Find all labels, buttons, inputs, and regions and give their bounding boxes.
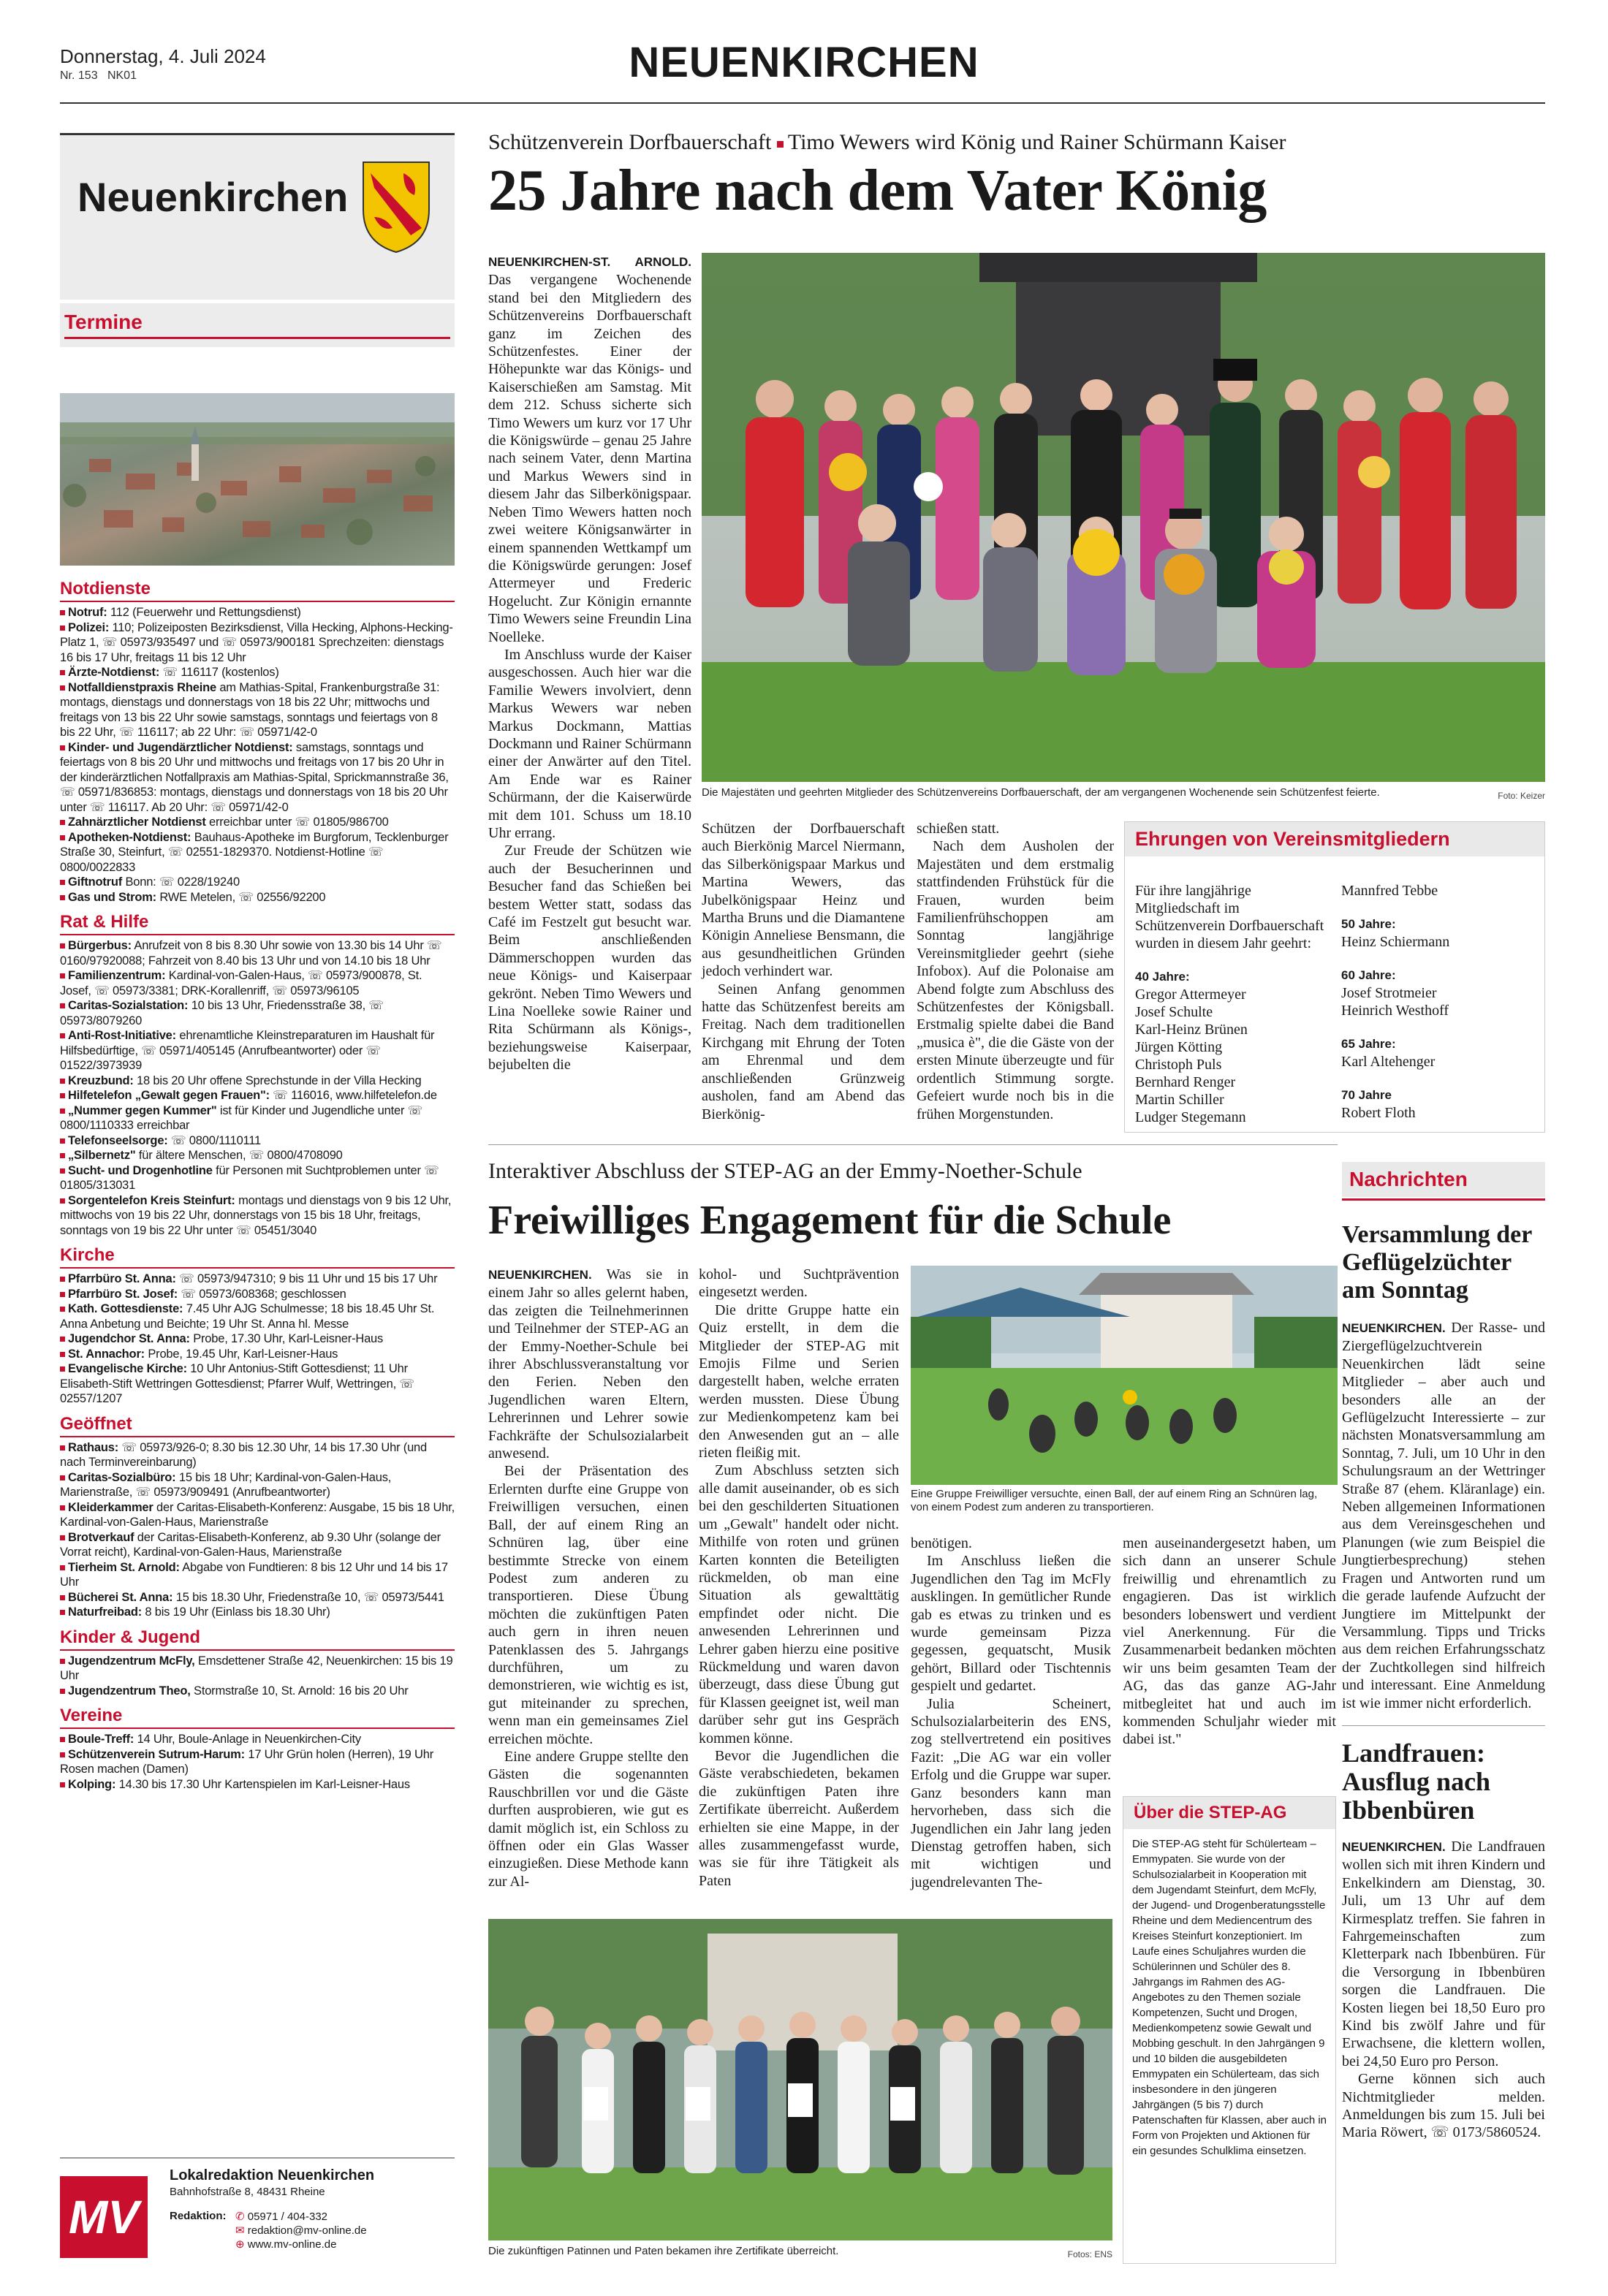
sidebar-section-title: Kinder & Jugend	[60, 1627, 455, 1651]
honoree-name: Karl-Heinz Brünen	[1135, 1022, 1248, 1038]
bullet-square-icon	[60, 1475, 65, 1480]
listing-item	[60, 1103, 455, 1133]
listing-item	[60, 1271, 455, 1287]
article2-kicker: Interaktiver Abschluss der STEP-AG an der Emmy-Noether-Schule	[488, 1159, 1082, 1183]
honor-years: 70 Jahre	[1341, 1088, 1392, 1102]
listing-label: Telefonseelsorge:	[68, 1133, 168, 1147]
honoree-name: Josef Strotmeier	[1341, 985, 1437, 1001]
listing-label: Caritas-Sozialstation:	[68, 999, 189, 1012]
bullet-square-icon	[60, 685, 65, 691]
listing-label: Rathaus:	[68, 1440, 118, 1454]
article-schuetzenfest	[488, 130, 1545, 224]
bullet-square-icon	[60, 1535, 65, 1540]
listing-item	[60, 1605, 455, 1620]
listing-text: ☏ 05973/926-0; 8.30 bis 12.30 Uhr, 14 bis 17.30 Uhr (und nach Terminvereinbarung)	[60, 1440, 428, 1469]
sidebar	[60, 133, 455, 2265]
bullet-square-icon	[60, 1292, 65, 1297]
town-name: Neuenkirchen	[77, 174, 349, 220]
news2-text: Die Landfrauen wollen sich mit ihren Kindern und Enkelkindern am Dienstag, 30. Juli, um 13 Uhr auf dem Kirmesplatz treffen. Sie fahren in Fahrgemeinschaften zum Kletterpark nach Ibbenbüren. Für die Versorgung in Ibbenbüren sorgen die Landfrauen. Die Kosten liegen bei 18,50 Euro pro Kind bis zwölf Jahre und für Erwachsene, die klettern wollen, bei 24,50 Euro pro Person.	[1342, 1838, 1546, 2069]
mv-logo: MV	[60, 2176, 148, 2258]
article1-kicker: Schützenverein Dorfbauerschaft Timo Wewers wird König und Rainer Schürmann Kaiser	[488, 130, 1286, 154]
listing-label: Giftnotruf	[68, 875, 123, 889]
infobox-ehrungen	[1124, 821, 1545, 1133]
section-title: NEUENKIRCHEN	[629, 39, 979, 86]
article-step-ag	[488, 1159, 1336, 1244]
honoree-name: Martin Schiller	[1135, 1092, 1224, 1108]
listing-label: Sorgentelefon Kreis Steinfurt:	[68, 1193, 235, 1207]
redaktion-phone: 05971 / 404-332	[247, 2211, 328, 2223]
bullet-square-icon	[60, 1033, 65, 1038]
bullet-square-icon	[60, 1153, 65, 1158]
listing-item	[60, 890, 455, 905]
listing-text: Probe, 17.30 Uhr, Karl-Leisner-Haus	[189, 1332, 384, 1345]
listing-item	[60, 1287, 455, 1302]
article1-column-2: Schützen der Dorfbauerschaft auch Bierkönig Marcel Niermann, das Silberkönigspaar Markus und Martina Wewers, das Jubelkönigspaar Heinz und Martha Bruns und die Diamantene Königin Anneliese Bensmann, die aus gesundheitlichen Gründen jedoch verhindert war. Seinen Anfang genommen hatte das Schützenfest bereits am Freitag. Nach dem traditionellen Kirchgang mit Ehrung der Toten am Ehrenmal und dem anschließenden Grünzweig ausholen, fand am Abend das Bierkönig-	[702, 821, 905, 1122]
listing-item	[60, 1073, 455, 1089]
bullet-square-icon	[60, 1198, 65, 1204]
news2-dateline: NEUENKIRCHEN.	[1342, 1839, 1446, 1854]
listing-label: Kath. Gottesdienste:	[68, 1302, 183, 1315]
bullet-square-icon	[60, 1366, 65, 1372]
honoree-name: Bernhard Renger	[1135, 1074, 1236, 1090]
bullet-square-icon	[60, 895, 65, 900]
bullet-square-icon	[60, 943, 65, 949]
listing-item	[60, 1560, 455, 1590]
article2-column-2: kohol- und Suchtprävention eingesetzt werden. Die dritte Gruppe hatte ein Quiz erstellt, in dem die Mitglieder der STEP-AG mit Emojis Filme und Serien dargestellt haben, welche erraten werden mussten. Diese Übung zur Medienkompetenz kam bei den Anwesenden gut an – alle rieten fleißig mit. Zum Abschluss setzten sich alle damit auseinander, ob es sich bei den geschilderten Situationen um „Gewalt" handelt oder nicht. Mithilfe von roten und grünen Karten konnten die Beteiligten rückmelden, ob man eine Situation als gewalttätig empfindet oder nicht. Die anwesenden Lehrerinnen und Lehrer gaben hierzu eine positive Rückmeldung und waren davon überzeugt, dass diese Übung gut für Klassen geeignet ist, weil man darüber sehr gut ins Gespräch kommen könne. Bevor die Jugendlichen die Gäste verabschiedeten, bekamen die zukünftigen Paten ihre Zertifikate überreicht. Außerdem erhielten sie eine Mappe, in der alles zusammengefasst wurde, was sie für ihre Tätigkeit als Paten	[699, 1266, 899, 1889]
listing-label: Brotverkauf	[68, 1530, 134, 1544]
listing-text: samstags, sonntags und feiertags von 8 bis 20 Uhr und mittwochs und freitags von 17 bis 20 Uhr in der kinderärztlichen Notfallpraxis am Mathias-Spital, Sprickmannstraße 36, ☏ 05971/836853: montags, dienstags und donnerstags von 18 bis 20 Uhr unter ☏ 116117. Ab 20 Uhr: ☏ 05971/42-0	[60, 740, 449, 814]
bullet-square-icon	[60, 1782, 65, 1787]
phone-icon: ✆	[235, 2211, 248, 2223]
listing-item	[60, 1133, 455, 1149]
termine-heading: Termine	[64, 311, 450, 339]
honoree-name: Christoph Puls	[1135, 1057, 1222, 1073]
listing-label: Boule-Treff:	[68, 1733, 134, 1746]
nachrichten-heading: Nachrichten	[1349, 1168, 1468, 1190]
honoree-name: Mannfred Tebbe	[1341, 883, 1438, 899]
article1-headline: 25 Jahre nach dem Vater König	[488, 159, 1267, 223]
listing-item	[60, 875, 455, 890]
bullet-square-icon	[60, 835, 65, 840]
listing-item	[60, 968, 455, 998]
sidebar-listings	[60, 571, 455, 1792]
certificates-photo	[488, 1919, 1112, 2240]
listing-text: ☏ 116016, www.hilfetelefon.de	[269, 1089, 437, 1102]
listing-item	[60, 740, 455, 816]
listing-label: Evangelische Kirche:	[68, 1362, 187, 1375]
listing-label: Kreuzbund:	[68, 1073, 134, 1087]
ball-exercise-photo	[911, 1266, 1338, 1485]
bullet-square-icon	[60, 1737, 65, 1742]
step-infobox-text: Die STEP-AG steht für Schülerteam – Emmypaten. Sie wurde von der Schulsozialarbeit in Kooperation mit dem Jugendamt Steinfurt, dem McFly, der Jugend- und Drogenberatungsstelle Rheine und dem Mediencentrum des Kreises Steinfurt konzeptioniert. Im Laufe eines Schuljahres wurden die Schülerinnen und Schüler des 8. Jahrgangs im Rahmen des AG-Angebotes zu den Themen soziale Kompetenzen, Sucht und Drogen, Medienkompetenz sowie Gewalt und Mobbing geschult. In den Jahrgängen 9 und 10 bilden die ausgebildeten Emmypaten ein Schülerteam, das sich insbesondere in den jüngeren Jahrgängen (5 bis 7) durch Patenschaften für Klassen, aber auch in Form von Projekten und Aktionen für ein gesundes Schulklima einsetzen.	[1132, 1838, 1327, 2157]
listing-item	[60, 1301, 455, 1331]
listing-label: Kleiderkammer	[68, 1500, 153, 1514]
article2-column-1: NEUENKIRCHEN. Was sie in einem Jahr so alles gelernt haben, das zeigten die Teilnehmerinnen und Teilnehmer der STEP-AG an der Emmy-Noether-Schule bei ihrer Abschlussveranstaltung vor den Ferien. Neben den Jugendlichen waren Eltern, Lehrerinnen und Lehrer sowie Fachkräfte der Schulsozialarbeit anwesend. Bei der Präsentation des Erlernten durfte eine Gruppe von Freiwilligen versuchen, einen Ball, der auf einem Ring an Schnüren lag, über eine bestimmte Strecke von einem Podest zum anderen zu transportieren. Diese Übung möchten die zukünftigen Paten auch gern in ihren neuen Patenklassen des 5. Jahrgangs durchführen, um zu demonstrieren, wie wichtig es ist, gut miteinander zu sprechen, wenn man ein gemeinsames Ziel erreichen möchte. Eine andere Gruppe stellte den Gästen die sogenannten Rauschbrillen vor und die Gäste durften ausprobieren, wie gut es damit möglich ist, ein Schloss zu öffnen oder ein Glas Wasser einzugießen. Diese Methode kann zur Al-	[488, 1266, 689, 1890]
coat-of-arms-icon	[360, 159, 433, 254]
bullet-square-icon	[60, 880, 65, 885]
listing-text: ist für Kinder und Jugendliche unter ☏ 0800/1110333 erreichbar	[60, 1103, 423, 1132]
listing-item	[60, 830, 455, 875]
listing-text: 7.45 Uhr AJG Schulmesse; 18 bis 18.45 Uhr St. Anna Anbetung und Beichte; 19 Uhr St. Anna hl. Messe	[60, 1302, 435, 1331]
listing-label: Zahnärztlicher Notdienst	[68, 816, 206, 829]
listing-label: Sucht- und Drogenhotline	[68, 1163, 213, 1177]
redaktion-label: Redaktion:	[170, 2210, 227, 2222]
listing-label: „Nummer gegen Kummer"	[68, 1103, 217, 1117]
listing-text: ☏ 0800/1110111	[167, 1133, 262, 1147]
listing-text: 8 bis 19 Uhr (Einlass bis 18.30 Uhr)	[142, 1605, 330, 1619]
bullet-square-icon	[60, 1752, 65, 1757]
article2-column-3: benötigen. Im Anschluss ließen die Jugendlichen den Tag im McFly ausklingen. In gemütlicher Runde gab es etwas zu trinken und es wurde gemeinsam Pizza gegessen, gequatscht, Musik gehört, Billard oder Tischtennis gespielt und gedartet. Julia Scheinert, Schulsozialarbeiterin des ENS, zog stellvertretend ein positives Fazit: „Die AG war ein voller Erfolg und die Gruppe war super. Ganz besonders kann man hervorheben, dass sich die Jugendlichen ein Jahr lang jeden Dienstag getroffen haben, sich mit wichtigen und jugendrelevanten The-	[911, 1535, 1111, 1890]
listing-label: Bücherei St. Anna:	[68, 1590, 173, 1604]
listing-item	[60, 1747, 455, 1777]
honor-years: 40 Jahre:	[1135, 970, 1190, 984]
honoree-name: Ludger Stegemann	[1135, 1109, 1246, 1125]
aerial-photo	[60, 393, 455, 566]
listing-text: der Caritas-Elisabeth-Konferenz: Ausgabe, 15 bis 18 Uhr, Kardinal-von-Galen-Haus, Marienstraße	[60, 1500, 455, 1529]
honoree-name: Heinz Schiermann	[1341, 934, 1450, 950]
listing-item	[60, 815, 455, 830]
listing-item	[60, 1361, 455, 1407]
redaktion-address: Bahnhofstraße 8, 48431 Rheine	[170, 2186, 325, 2198]
photo1-caption: Die Majestäten und geehrten Mitglieder des Schützenvereins Dorfbauerschaft, der am vergangenen Wochenende sein Schützenfest feierte.	[702, 786, 1380, 799]
listing-text: Bonn: ☏ 0228/19240	[122, 875, 240, 889]
aerial-town-image	[60, 393, 455, 566]
town-header	[60, 133, 455, 333]
listing-label: Notfalldienstpraxis Rheine	[68, 680, 216, 694]
listing-text: Emsdettener Straße 42, Neuenkirchen: 15 bis 19 Uhr	[60, 1654, 453, 1682]
listing-label: Familienzentrum:	[68, 969, 166, 982]
listing-label: Bürgerbus:	[68, 939, 132, 952]
honoree-name: Jürgen Kötting	[1135, 1039, 1223, 1055]
listing-item	[60, 1347, 455, 1362]
listing-item	[60, 1028, 455, 1073]
listing-text: Abgabe von Fundtieren: 8 bis 12 Uhr und 14 bis 17 Uhr	[60, 1560, 448, 1589]
news1-dateline: NEUENKIRCHEN.	[1342, 1321, 1446, 1335]
listing-item	[60, 620, 455, 666]
listing-text: 10 Uhr Antonius-Stift Gottesdienst; 11 Uhr Elisabeth-Stift Wettringen Gottesdienst; Pfarrer Wulf, Wettringen, ☏ 02557/1207	[60, 1362, 414, 1405]
bullet-square-icon	[60, 1139, 65, 1144]
listing-label: Apotheken-Notdienst:	[68, 830, 191, 844]
listing-text: Bauhaus-Apotheke im Burgforum, Tecklenburger Straße 30, Steinfurt, ☏ 02551-1829370. Notdienst-Hotline ☏ 0800/0022833	[60, 830, 449, 874]
listing-item	[60, 1193, 455, 1239]
listing-item	[60, 605, 455, 620]
listing-item	[60, 1088, 455, 1103]
news1-text: Der Rasse- und Ziergeflügelzuchtverein Neuenkirchen lädt seine Mitglieder – aber auch und besonders alle an der Geflügelzucht Interessierte – zur nächsten Monatsversammlung am Sonntag, 7. Juli, um 10 Uhr in den Schulungsraum an der Wettringer Straße 87 (ehem. Kläranlage) ein. Neben allgemeinen Informationen aus dem Vereinsgeschehen und Planungen (wie zum Beispiel die Jungtierbesprechung) stehen Fragen und Antworten rund um die gerade laufende Aufzucht der Jungtiere im Mittelpunkt der Versammlung. Tipps und Tricks aus dem reichen Erfahrungsschatz der Zuchtkollegen sind hilfreich und interessant. Eine Anmeldung ist wie immer nicht erforderlich.	[1342, 1320, 1545, 1711]
bullet-square-icon	[60, 973, 65, 978]
listing-label: Caritas-Sozialbüro:	[68, 1470, 176, 1484]
redaktion-email[interactable]: redaktion@mv-online.de	[247, 2224, 367, 2237]
bullet-square-icon	[60, 1277, 65, 1282]
honoree-name: Robert Floth	[1341, 1105, 1416, 1121]
listing-text: Anrufzeit von 8 bis 8.30 Uhr sowie von 13.30 bis 14 Uhr ☏ 0160/97920088; Fahrzeit von 8.40 bis 13 Uhr und von 14.10 bis 18 Uhr	[60, 939, 442, 968]
photo3-caption: Die zukünftigen Patinnen und Paten bekamen ihre Zertifikate überreicht.	[488, 2245, 839, 2257]
listing-item	[60, 1148, 455, 1163]
listing-label: Kinder- und Jugendärztlicher Notdienst:	[68, 740, 293, 754]
honoree-name: Gregor Attermeyer	[1135, 987, 1246, 1003]
step-infobox	[1123, 1796, 1336, 2264]
listing-text: für ältere Menschen, ☏ 0800/4708090	[135, 1149, 343, 1162]
bullet-square-icon	[60, 1610, 65, 1615]
listing-label: Polizei:	[68, 620, 110, 634]
bullet-square-icon	[60, 1595, 65, 1600]
honoree-name: Karl Altehenger	[1341, 1054, 1436, 1070]
infobox-title: Ehrungen von Vereinsmitgliedern	[1125, 822, 1544, 856]
listing-text: ☏ 05973/947310; 9 bis 11 Uhr und 15 bis 17 Uhr	[175, 1272, 438, 1285]
bullet-square-icon	[60, 1445, 65, 1451]
bullet-square-icon	[60, 1168, 65, 1174]
listing-item	[60, 1530, 455, 1560]
listing-item	[60, 1590, 455, 1605]
redaktion-title: Lokalredaktion Neuenkirchen	[170, 2167, 375, 2183]
bullet-square-icon	[60, 670, 65, 675]
nachrichten-column	[1342, 1162, 1545, 2142]
listing-text: 110; Polizeiposten Bezirksdienst, Villa Hecking, Alphons-Hecking-Platz 1, ☏ 05973/935497 und ☏ 05973/900181 Sprechzeiten: dienstags 16 bis 17 Uhr, freitags 11 bis 12 Uhr	[60, 620, 453, 664]
listing-text: Probe, 19.45 Uhr, Karl-Leisner-Haus	[144, 1347, 338, 1361]
bullet-square-icon	[60, 1337, 65, 1342]
sidebar-section-title: Vereine	[60, 1706, 455, 1729]
listing-item	[60, 1500, 455, 1530]
listing-item	[60, 1440, 455, 1470]
listing-label: Pfarrbüro St. Anna:	[68, 1272, 176, 1285]
photo3-credit: Fotos: ENS	[1067, 2249, 1112, 2259]
sidebar-section-title: Rat & Hilfe	[60, 912, 455, 935]
issue-number: Nr. 153	[60, 69, 98, 82]
email-icon: ✉	[235, 2224, 248, 2237]
article2-dateline: NEUENKIRCHEN.	[488, 1268, 592, 1282]
photo1-credit: Foto: Keizer	[1498, 791, 1545, 801]
listing-text: Kardinal-von-Galen-Haus, ☏ 05973/900878, St. Josef, ☏ 05973/3381; DRK-Korallenriff, ☏ 05973/96105	[60, 969, 422, 997]
group-photo-image	[702, 253, 1545, 782]
listing-label: St. Annachor:	[68, 1347, 145, 1361]
listing-text: 14 Uhr, Boule-Anlage in Neuenkirchen-City	[134, 1733, 361, 1746]
step-infobox-title: Über die STEP-AG	[1123, 1797, 1335, 1829]
redaktion-box	[60, 2157, 455, 2259]
article2-column-4: men auseinandergesetzt haben, um sich dann an unserer Schule freiwillig und ehrenamtlich zu engagieren. Das ist wirklich besonders lobenswert und verdient viel Anerkennung. Für die Zusammenarbeit bedanken möchten wir uns beim gesamten Team der AG, das das ganze AG-Jahr mitbegleitet hat und auch im kommenden Schuljahr wieder mit dabei ist."	[1123, 1535, 1336, 1748]
edition-code: NK01	[107, 69, 137, 82]
bullet-square-icon	[60, 1079, 65, 1084]
listing-label: Hilfetelefon „Gewalt gegen Frauen":	[68, 1089, 270, 1102]
listing-text: 17 Uhr Grün holen (Herren), 19 Uhr Rosen machen (Damen)	[60, 1747, 433, 1776]
listing-text: RWE Metelen, ☏ 02556/92200	[156, 890, 326, 904]
listing-text: am Mathias-Spital, Frankenburgstraße 31: montags, dienstags und donnerstags von 18 bis 22 Uhr; mittwochs und freitags von 13 bis 22 Uhr sowie samstags, sonntags und feiertags von 8 bis 22 Uhr, ☏ 116117; ab 22 Uhr: ☏ 05971/42-0	[60, 680, 440, 739]
web-icon: ⊕	[235, 2238, 248, 2251]
infobox-intro: Für ihre langjährige Mitgliedschaft im Schützenverein Dorfbauerschaft wurden in diesem Jahr geehrt:	[1135, 883, 1324, 951]
listing-item	[60, 1732, 455, 1747]
listing-label: Notruf:	[68, 606, 107, 619]
listing-label: Kolping:	[68, 1777, 116, 1791]
listing-item	[60, 1654, 455, 1684]
listing-item	[60, 665, 455, 680]
bullet-square-icon	[60, 1565, 65, 1570]
listing-label: „Silbernetz"	[68, 1149, 136, 1162]
photo2-caption: Eine Gruppe Freiwilliger versuchte, einen Ball, der auf einem Ring an Schnüren lag, von einem Podest zum anderen zu transportieren.	[911, 1488, 1318, 1513]
listing-text: montags und dienstags von 9 bis 12 Uhr, mittwochs von 19 bis 22 Uhr, donnerstags von 15 bis 18 Uhr, freitags, sonntags von 19 bis 22 Uhr unter ☏ 05451/3040	[60, 1193, 452, 1237]
listing-label: Naturfreibad:	[68, 1605, 142, 1619]
honor-years: 60 Jahre:	[1341, 968, 1396, 982]
listing-item	[60, 938, 455, 968]
article2-headline: Freiwilliges Engagement für die Schule	[488, 1198, 1172, 1243]
listing-label: Jugendchor St. Anna:	[68, 1332, 190, 1345]
listing-text: 18 bis 20 Uhr offene Sprechstunde in der Villa Hecking	[133, 1073, 422, 1087]
bullet-square-icon	[60, 1689, 65, 1694]
redaktion-web[interactable]: www.mv-online.de	[247, 2238, 337, 2251]
article1-dateline: NEUENKIRCHEN-ST. ARNOLD.	[488, 255, 691, 269]
certificates-group-image	[488, 1919, 1112, 2240]
listing-item	[60, 1470, 455, 1500]
listing-text: ☏ 116117 (kostenlos)	[159, 666, 279, 679]
honor-years: 65 Jahre:	[1341, 1037, 1396, 1051]
listing-text: erreichbar unter ☏ 01805/986700	[205, 816, 389, 829]
listing-text: 10 bis 13 Uhr, Friedensstraße 38, ☏ 05973/8079260	[60, 999, 384, 1027]
bullet-square-icon	[60, 626, 65, 631]
listing-text: 14.30 bis 17.30 Uhr Kartenspielen im Karl-Leisner-Haus	[115, 1777, 410, 1791]
listing-text: 15 bis 18.30 Uhr, Friedenstraße 10, ☏ 05973/5441	[172, 1590, 444, 1604]
listing-text: ☏ 05973/608368; geschlossen	[178, 1287, 346, 1301]
bullet-square-icon	[60, 1352, 65, 1357]
honoree-name: Josef Schulte	[1135, 1004, 1213, 1020]
schuetzen-group-photo	[702, 253, 1545, 782]
article1-column-1: NEUENKIRCHEN-ST. ARNOLD. Das vergangene Wochenende stand bei den Mitgliedern des Schützenvereins Dorfbauerschaft ganz im Zeichen des Schützenfestes. Einer der Höhepunkte war das Königs- und Kaiserschießen am Samstag. Mit dem 212. Schuss sicherte sich Timo Wewers um kurz vor 17 Uhr die Königswürde – genau 25 Jahre nach seinem Vater, denn Martina und Markus Wewers sind in diesem Jahr das Silberkönigspaar. Neben Timo Wewers hatten noch zwei weitere Königsanwärter in einem spannenden Wettkampf um die Königswürde gerungen: Josef Attermeyer und Frederic Hogelucht. Zur Königin ernannte Timo Wewers seine Freundin Lina Noelleke. Im Anschluss wurde der Kaiser ausgeschossen. Auch hier war die Familie Wewers involviert, denn Markus Wewers war neben Markus Dockmann, Mattias Dockmann und Rainer Schürmann einer der Anwärter auf den Titel. Am Ende war es Rainer Schürmann, der die Kaiserwürde mit dem 101. Schuss um 18.10 Uhr errang. Zur Freude der Schützen wie auch der Besucherinnen und Besucher fand das Schießen bei bestem Wetter statt, sodass das Café im Festzelt gut besucht war. Beim anschließenden Dämmerschoppen wurden das neue Königs- und Kaiserpaar gekrönt. Neben Timo Wewers und Lina Noelleke sowie Rainer und Rita Schürmann als Königs-, beziehungsweise Kaiserpaar, bejubelten die	[488, 255, 691, 1073]
bullet-square-icon	[60, 1109, 65, 1114]
listing-label: Schützenverein Sutrum-Harum:	[68, 1747, 245, 1761]
separator-square-icon	[777, 141, 784, 148]
listing-text: Stormstraße 10, St. Arnold: 16 bis 20 Uhr	[190, 1684, 409, 1698]
bullet-square-icon	[60, 745, 65, 750]
sidebar-section-title: Geöffnet	[60, 1414, 455, 1437]
listing-text: für Personen mit Suchtproblemen unter ☏ 01805/313031	[60, 1163, 439, 1192]
bullet-square-icon	[60, 1505, 65, 1510]
listing-item	[60, 1684, 455, 1699]
listing-label: Anti-Rost-Initiative:	[68, 1029, 176, 1042]
honor-years: 50 Jahre:	[1341, 917, 1396, 931]
listing-item	[60, 1163, 455, 1193]
listing-text: ehrenamtliche Kleinstreparaturen im Haushalt für Hilfsbedürftige, ☏ 05971/405145 (Anrufbeantworter) oder ☏ 01522/3973939	[60, 1029, 435, 1072]
listing-item	[60, 998, 455, 1028]
bullet-square-icon	[60, 820, 65, 825]
news1-headline: Versammlung der Geflügelzüchter am Sonntag	[1342, 1221, 1532, 1304]
listing-text: der Caritas-Elisabeth-Konferenz, ab 9.30 Uhr (solange der Vorrat reicht), Kardinal-von-Galen-Haus, Marienstraße	[60, 1530, 441, 1559]
bullet-square-icon	[60, 1307, 65, 1312]
ball-exercise-image	[911, 1266, 1338, 1485]
article1-column-3: schießen statt. Nach dem Ausholen der Majestäten und dem erstmalig stattfindenden Frühstück für die Frauen, wurden beim Familienfrühschoppen am Sonntag langjährige Vereinsmitglieder geehrt (siehe Infobox). Auf die Polonaise am Abend folgte zum Abschluss des Schützenfestes der Königsball. Erstmalig spielte dabei die Band „musica è", die die Gäste von der ersten Minute überzeugte und für ordentlich Stimmung sorgte. Gefeiert wurde noch bis in die frühen Morgenstunden.	[917, 821, 1114, 1122]
listing-item	[60, 1331, 455, 1347]
bullet-square-icon	[60, 1093, 65, 1098]
listing-label: Pfarrbüro St. Josef:	[68, 1287, 178, 1301]
news2-text-2: Gerne können sich auch Nichtmitglieder melden. Anmeldungen bis zum 15. Juli bei Maria Röwert, ☏ 0173/5860524.	[1342, 2071, 1545, 2141]
listing-label: Tierheim St. Arnold:	[68, 1560, 180, 1574]
issue-date: Donnerstag, 4. Juli 2024	[60, 45, 266, 67]
listing-text: 112 (Feuerwehr und Rettungsdienst)	[107, 606, 301, 619]
listing-label: Jugendzentrum Theo,	[68, 1684, 191, 1698]
bullet-square-icon	[60, 610, 65, 615]
bullet-square-icon	[60, 1659, 65, 1664]
news2-headline: Landfrauen: Ausflug nach Ibbenbüren	[1342, 1738, 1491, 1825]
sidebar-section-title: Notdienste	[60, 579, 455, 602]
sidebar-section-title: Kirche	[60, 1245, 455, 1269]
listing-text: 15 bis 18 Uhr; Kardinal-von-Galen-Haus, Marienstraße, ☏ 05973/909491 (Anrufbeantworter)	[60, 1470, 392, 1499]
listing-item	[60, 1777, 455, 1793]
bullet-square-icon	[60, 1003, 65, 1008]
listing-label: Gas und Strom:	[68, 890, 156, 904]
listing-label: Jugendzentrum McFly,	[68, 1654, 195, 1668]
listing-item	[60, 680, 455, 740]
honoree-name: Heinrich Westhoff	[1341, 1003, 1449, 1019]
listing-label: Ärzte-Notdienst:	[68, 666, 160, 679]
